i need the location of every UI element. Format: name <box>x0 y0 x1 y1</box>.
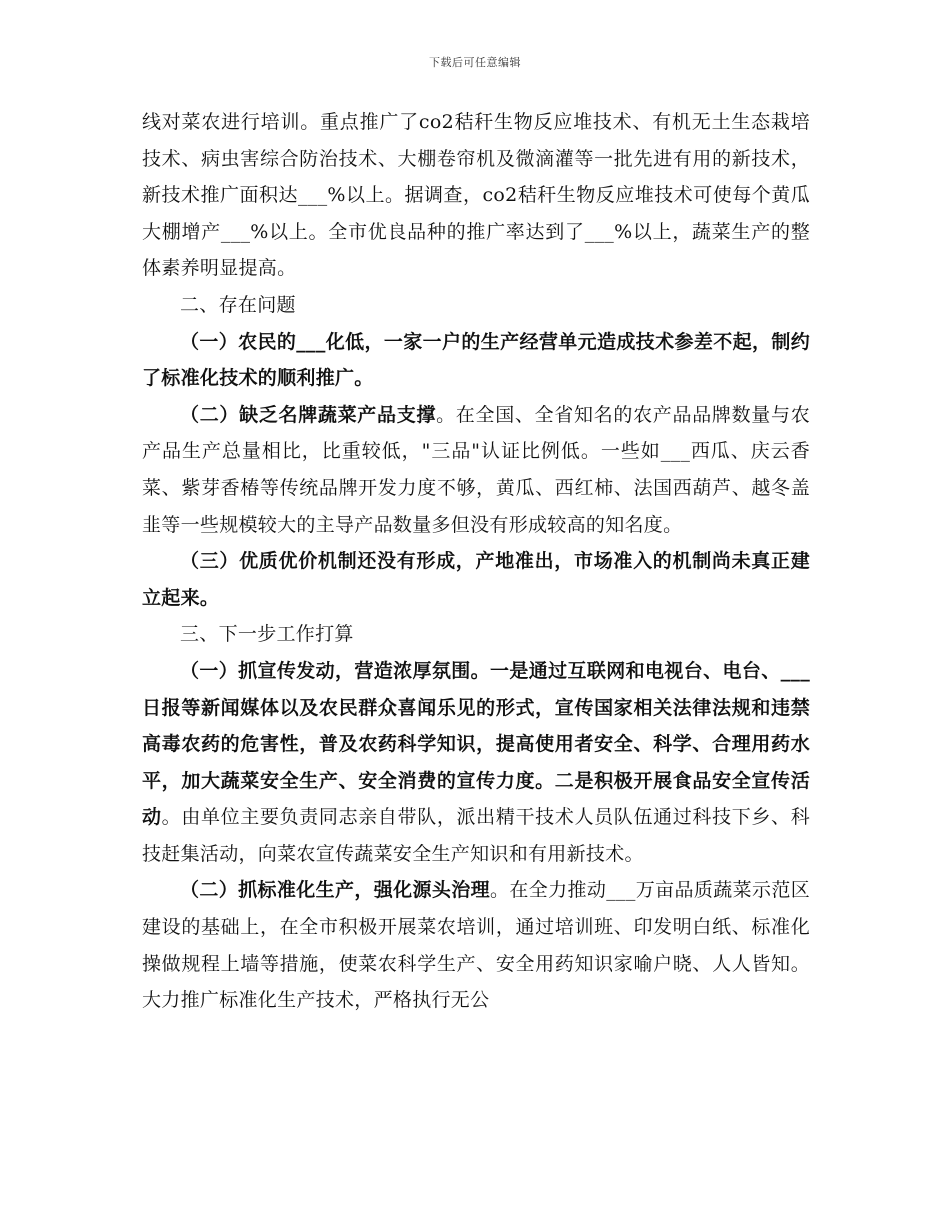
plan-1-heading: （一）抓宣传发动，营造浓厚氛围。一是通过互联网和电视台、电台、___日报等新闻媒体以及农民群众喜闻乐见的形式，宣传国家相关法律法规和违禁高毒农药的危害性，普及农药科学知识，提高使用者安全、科学、合理用药水平，加大蔬菜安全生产、安全消费的宣传力度。二是积极开展食品安全宣传活动 <box>142 659 810 829</box>
problem-2-text: 。在全国、全省知名的农产品品牌数量与农产品生产总量相比，比重较低，"三品"认证比例低。一些如___西瓜、庆云香菜、紫芽香椿等传统品牌开发力度不够，黄瓜、西红柿、法国西葫芦、越冬盖韭等一些规模较大的主导产品数量多但没有形成较高的知名度。 <box>142 403 811 536</box>
plan-1-text: 。由单位主要负责同志亲自带队，派出精干技术人员队伍通过科技下乡、科技赶集活动，向菜农宣传蔬菜安全生产知识和有用新技术。 <box>142 806 810 865</box>
page-header-note: 下载后可任意编辑 <box>429 56 521 69</box>
plan-1-paragraph <box>142 653 810 873</box>
section-heading-problems: 二、存在问题 <box>180 293 296 316</box>
problem-2-paragraph <box>142 397 810 543</box>
problem-1-paragraph: （一）农民的___化低，一家一户的生产经营单元造成技术参差不起，制约了标准化技术的顺利推广。 <box>142 330 810 390</box>
plan-2-paragraph <box>142 872 810 1018</box>
problem-2-heading: （二）缺乏名牌蔬菜产品支撑 <box>180 403 437 426</box>
plan-2-text: 。在全力推动___万亩品质蔬菜示范区建设的基础上，在全市积极开展菜农培训，通过培训班、印发明白纸、标准化操做规程上墙等措施，使菜农科学生产、安全用药知识家喻户晓、人人皆知。大力推广标准化生产技术，严格执行无公 <box>142 879 810 1012</box>
problem-3-paragraph: （三）优质优价机制还没有形成，产地准出，市场准入的机制尚未真正建立起来。 <box>142 550 810 609</box>
plan-2-heading: （二）抓标准化生产，强化源头治理 <box>180 879 490 902</box>
section-heading-next-steps: 三、下一步工作打算 <box>180 623 354 646</box>
paragraph-training-techniques: 线对菜农进行培训。重点推广了co2秸秆生物反应堆技术、有机无土生态栽培技术、病虫害综合防治技术、大棚卷帘机及微滴灌等一批先进有用的新技术，新技术推广面积达___%以上。据调查，co2秸秆生物反应堆技术可使每个黄瓜大棚增产___%以上。全市优良品种的推广率达到了___%以上，蔬菜生产的整体素养明显提高。 <box>142 111 810 280</box>
document-body <box>142 104 810 1019</box>
